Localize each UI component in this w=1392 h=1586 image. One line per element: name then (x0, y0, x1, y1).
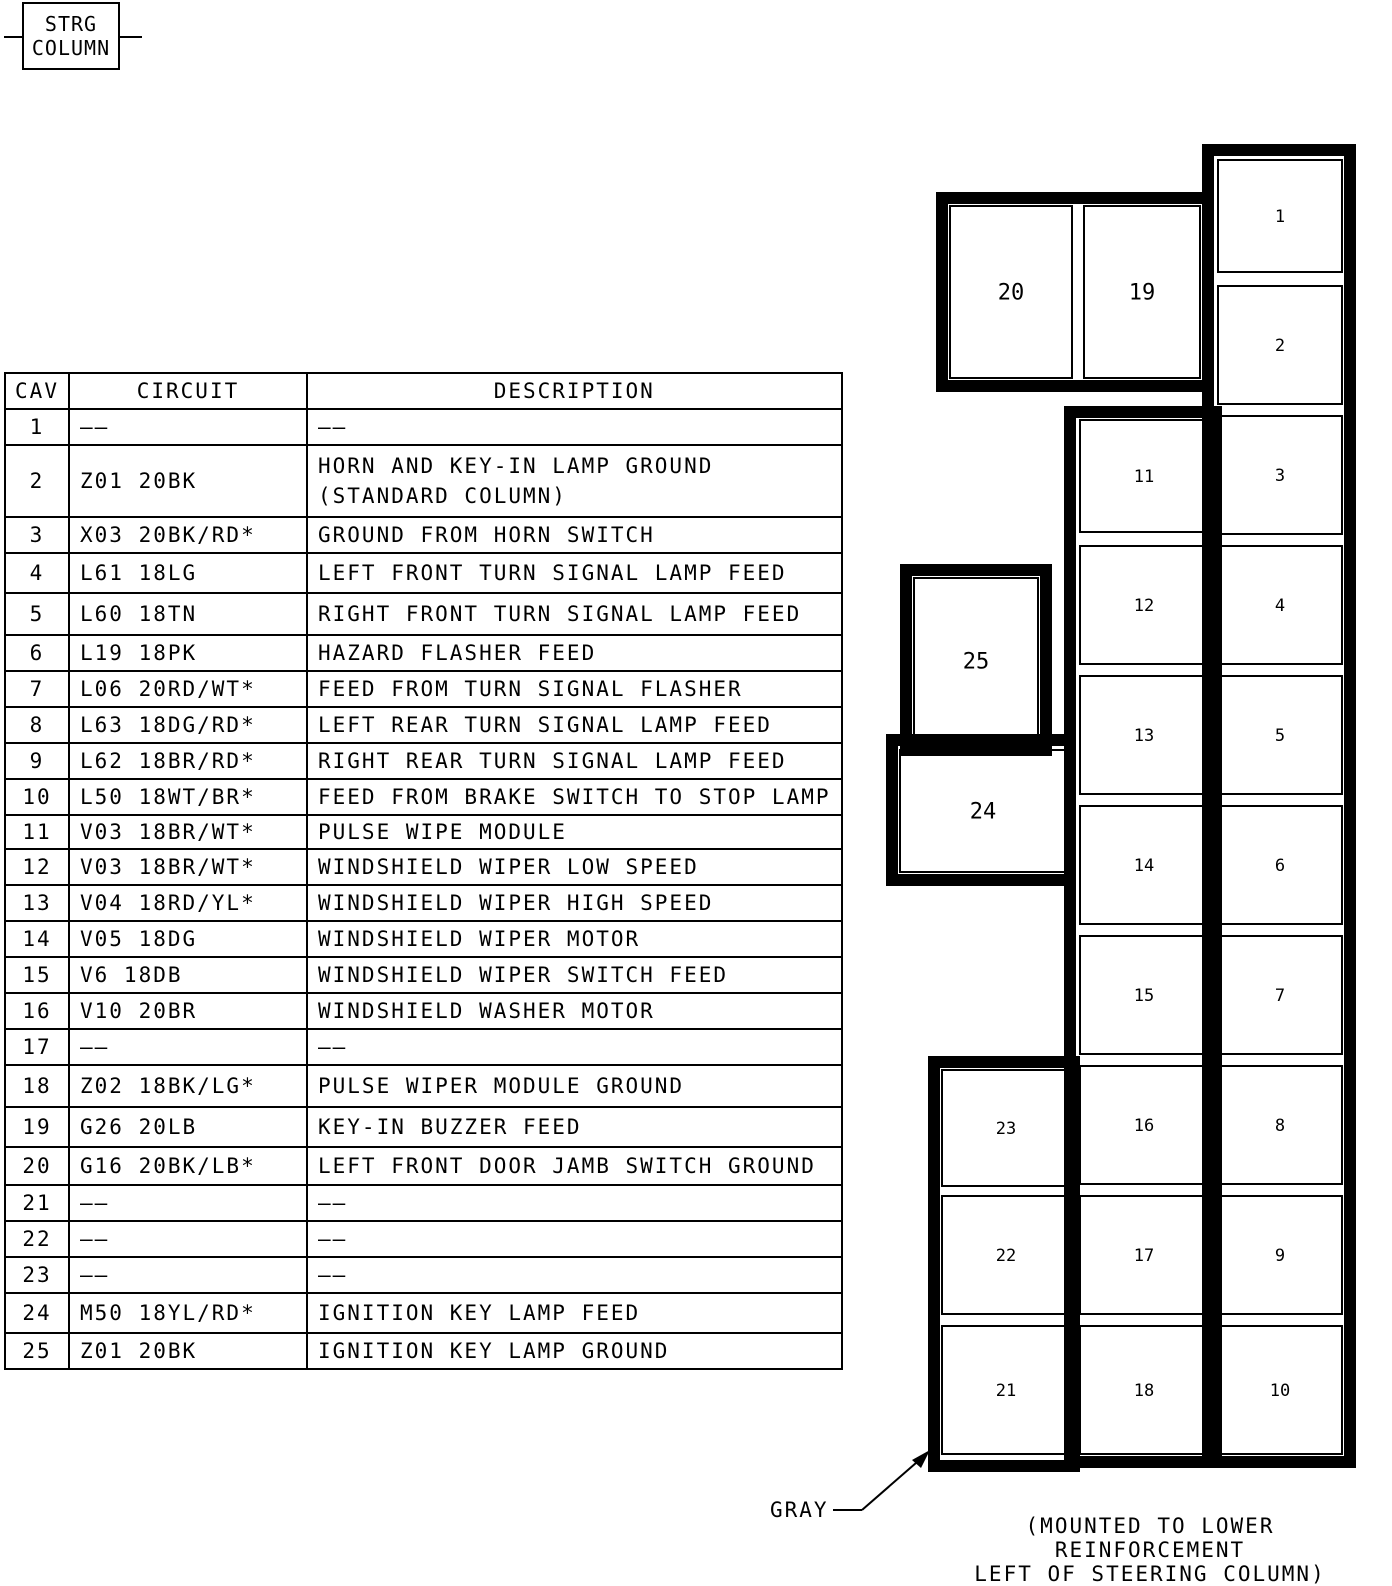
cavity-number: 13 (1133, 725, 1155, 746)
description-line: KEY-IN BUZZER FEED (318, 1115, 582, 1139)
circuit-cell: V03 18BR/WT* (69, 849, 307, 885)
cav-cell: 11 (5, 815, 69, 849)
circuit-cell: L50 18WT/BR* (69, 779, 307, 815)
description-line: LEFT FRONT TURN SIGNAL LAMP FEED (318, 561, 787, 585)
description-line: WINDSHIELD WIPER SWITCH FEED (318, 963, 729, 987)
circuit-cell: V6 18DB (69, 957, 307, 993)
cavity-number: 5 (1274, 725, 1286, 746)
cavity-number: 1 (1274, 206, 1286, 227)
cav-cell: 2 (5, 445, 69, 517)
cav-cell: 9 (5, 743, 69, 779)
description-line: —— (318, 1263, 348, 1287)
description-line: GROUND FROM HORN SWITCH (318, 523, 655, 547)
circuit-cell: G16 20BK/LB* (69, 1147, 307, 1185)
cavity-number: 18 (1133, 1380, 1155, 1401)
cavity-number: 23 (995, 1118, 1017, 1139)
circuit-cell: —— (69, 409, 307, 445)
cavity-number: 16 (1133, 1115, 1155, 1136)
circuit-cell: L19 18PK (69, 635, 307, 671)
connector-label-line1: STRG (44, 12, 98, 36)
circuit-cell: —— (69, 1029, 307, 1065)
circuit-cell: L60 18TN (69, 593, 307, 635)
description-line: LEFT REAR TURN SIGNAL LAMP FEED (318, 713, 772, 737)
circuit-cell: L63 18DG/RD* (69, 707, 307, 743)
description-line: WINDSHIELD WIPER HIGH SPEED (318, 891, 714, 915)
circuit-cell: V03 18BR/WT* (69, 815, 307, 849)
description-line-2: (STANDARD COLUMN) (318, 484, 567, 508)
description-line: HAZARD FLASHER FEED (318, 641, 597, 665)
circuit-cell: V05 18DG (69, 921, 307, 957)
cavity-number: 25 (962, 649, 990, 675)
description-line: —— (318, 1227, 348, 1251)
description-line: WINDSHIELD WIPER MOTOR (318, 927, 641, 951)
header-cav: CAV (5, 373, 69, 409)
cav-cell: 1 (5, 409, 69, 445)
cavity-number: 3 (1274, 465, 1286, 486)
cavity-number: 4 (1274, 595, 1286, 616)
cavity-number: 19 (1128, 280, 1156, 306)
cav-cell: 23 (5, 1257, 69, 1293)
circuit-cell: Z02 18BK/LG* (69, 1065, 307, 1107)
cavity-number: 6 (1274, 855, 1286, 876)
circuit-cell: —— (69, 1185, 307, 1221)
description-line: HORN AND KEY-IN LAMP GROUND (318, 454, 714, 478)
cavity-number: 12 (1133, 595, 1155, 616)
mount-note-line2: LEFT OF STEERING COLUMN) (974, 1562, 1326, 1586)
connector-label-line2: COLUMN (31, 36, 111, 60)
circuit-cell: —— (69, 1221, 307, 1257)
circuit-cell: Z01 20BK (69, 1333, 307, 1369)
cav-cell: 25 (5, 1333, 69, 1369)
housing-top-block (942, 198, 1208, 386)
description-line: PULSE WIPER MODULE GROUND (318, 1074, 685, 1098)
description-line: RIGHT FRONT TURN SIGNAL LAMP FEED (318, 602, 802, 626)
circuit-cell: —— (69, 1257, 307, 1293)
header-circuit: CIRCUIT (69, 373, 307, 409)
cavity-number: 9 (1274, 1245, 1286, 1266)
description-line: —— (318, 1035, 348, 1059)
mount-note (930, 1514, 1370, 1586)
cav-cell: 12 (5, 849, 69, 885)
cav-cell: 4 (5, 553, 69, 593)
circuit-cell: M50 18YL/RD* (69, 1293, 307, 1333)
description-line: PULSE WIPE MODULE (318, 820, 567, 844)
circuit-cell: Z01 20BK (69, 445, 307, 517)
cavity-number: 14 (1133, 855, 1155, 876)
header-description: DESCRIPTION (307, 373, 842, 409)
cavity-number: 11 (1133, 466, 1155, 487)
cav-cell: 22 (5, 1221, 69, 1257)
cavity-number: 17 (1133, 1245, 1155, 1266)
cav-cell: 16 (5, 993, 69, 1029)
description-line: LEFT FRONT DOOR JAMB SWITCH GROUND (318, 1154, 816, 1178)
description-line: WINDSHIELD WASHER MOTOR (318, 999, 655, 1023)
circuit-cell: G26 20LB (69, 1107, 307, 1147)
circuit-cell: L61 18LG (69, 553, 307, 593)
circuit-cell: X03 20BK/RD* (69, 517, 307, 553)
cavity-number: 15 (1133, 985, 1155, 1006)
cavity-number: 10 (1269, 1380, 1291, 1401)
cavity-number: 20 (997, 280, 1025, 306)
cavity-number: 7 (1274, 985, 1286, 1006)
cav-cell: 21 (5, 1185, 69, 1221)
cav-cell: 17 (5, 1029, 69, 1065)
cav-cell: 15 (5, 957, 69, 993)
description-line: —— (318, 1191, 348, 1215)
cav-cell: 7 (5, 671, 69, 707)
cav-cell: 8 (5, 707, 69, 743)
cavity-number: 2 (1274, 335, 1286, 356)
cavity-number: 8 (1274, 1115, 1286, 1136)
circuit-cell: L06 20RD/WT* (69, 671, 307, 707)
description-line: WINDSHIELD WIPER LOW SPEED (318, 855, 699, 879)
description-line: FEED FROM TURN SIGNAL FLASHER (318, 677, 743, 701)
mount-note-line1: (MOUNTED TO LOWER REINFORCEMENT (1025, 1514, 1275, 1562)
cav-cell: 10 (5, 779, 69, 815)
cavity-number: 24 (969, 799, 997, 825)
circuit-cell: L62 18BR/RD* (69, 743, 307, 779)
circuit-cell: V10 20BR (69, 993, 307, 1029)
description-line: FEED FROM BRAKE SWITCH TO STOP LAMP (318, 785, 831, 809)
cav-cell: 5 (5, 593, 69, 635)
circuit-cell: V04 18RD/YL* (69, 885, 307, 921)
description-line: IGNITION KEY LAMP GROUND (318, 1339, 670, 1363)
cav-cell: 13 (5, 885, 69, 921)
color-label: GRAY (770, 1498, 829, 1522)
cav-cell: 6 (5, 635, 69, 671)
description-line: IGNITION KEY LAMP FEED (318, 1301, 641, 1325)
cav-cell: 18 (5, 1065, 69, 1107)
cavity-number: 22 (995, 1245, 1017, 1266)
cav-cell: 20 (5, 1147, 69, 1185)
description-line: —— (318, 415, 348, 439)
cav-cell: 19 (5, 1107, 69, 1147)
gray-pointer-arrow (862, 1456, 924, 1510)
cav-cell: 3 (5, 517, 69, 553)
cav-cell: 24 (5, 1293, 69, 1333)
cav-cell: 14 (5, 921, 69, 957)
description-line: RIGHT REAR TURN SIGNAL LAMP FEED (318, 749, 787, 773)
cavity-number: 21 (995, 1380, 1017, 1401)
